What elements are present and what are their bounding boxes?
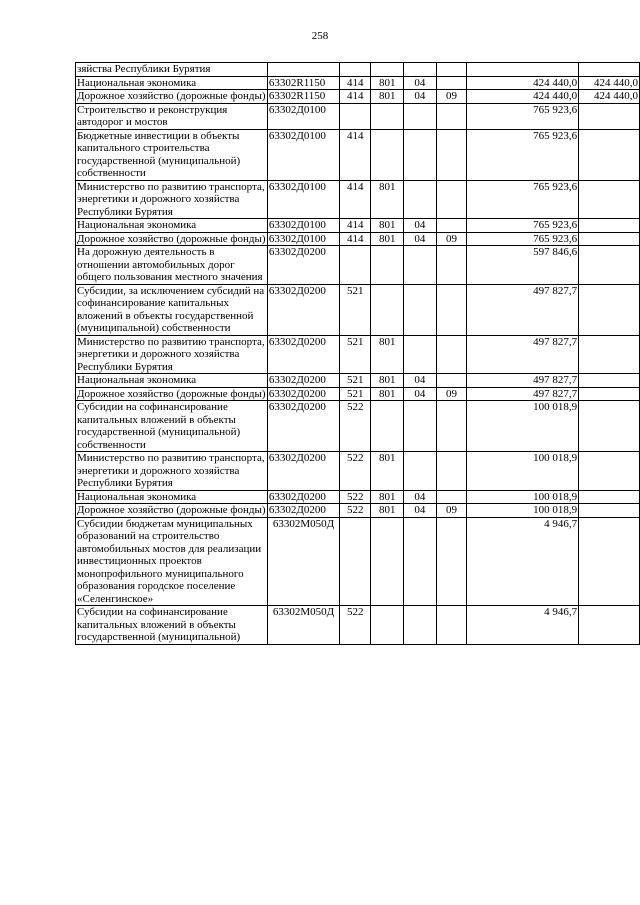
row-section-cell: 04 [404, 374, 437, 388]
row-subsection-cell [436, 335, 467, 374]
row-code-cell: 63302Д0200 [267, 490, 339, 504]
row-expense-type-cell: 414 [340, 219, 371, 233]
row-section-cell [404, 452, 437, 491]
row-code-cell: 63302Д0100 [267, 232, 339, 246]
row-amount-federal-cell [579, 219, 640, 233]
row-expense-type-cell: 521 [340, 284, 371, 335]
table-row [76, 504, 640, 518]
row-section-cell [404, 103, 437, 129]
row-expense-type-cell: 414 [340, 180, 371, 219]
row-expense-type-cell [340, 63, 371, 77]
row-code-cell [267, 63, 339, 77]
row-code-cell: 63302Д0100 [267, 129, 339, 180]
row-subsection-cell: 09 [436, 232, 467, 246]
row-subsection-cell [436, 284, 467, 335]
row-name-cell: Национальная экономика [76, 219, 268, 233]
row-name-cell: На дорожную деятельность в отношении автомобильных дорог общего пользования местного значения [76, 246, 268, 285]
row-subsection-cell [436, 76, 467, 90]
row-amount-cell: 100 018,9 [467, 490, 579, 504]
row-name-cell: Дорожное хозяйство (дорожные фонды) [77, 90, 266, 102]
row-name-cell: зяйства Республики Бурятия [76, 63, 268, 77]
table-row [76, 401, 640, 452]
row-name-cell: Дорожное хозяйство (дорожные фонды) [77, 504, 266, 516]
row-department-cell [371, 401, 404, 452]
table-row [76, 284, 640, 335]
table-row [76, 219, 640, 233]
table-row [76, 103, 640, 129]
row-amount-cell [467, 63, 579, 77]
row-department-cell [371, 63, 404, 77]
row-code-cell: 63302Д0200 [267, 504, 339, 518]
row-name-cell: Строительство и реконструкция автодорог и мостов [76, 103, 268, 129]
row-section-cell [404, 284, 437, 335]
table-row [76, 63, 640, 77]
row-section-cell: 04 [404, 219, 437, 233]
row-subsection-cell: 09 [436, 504, 467, 518]
page-number: 258 [311, 30, 329, 42]
row-amount-federal-cell [579, 606, 640, 645]
table-row [76, 452, 640, 491]
row-department-cell: 801 [371, 335, 404, 374]
row-amount-cell: 424 440,0 [467, 90, 579, 104]
row-code-cell: 63302Д0200 [267, 246, 339, 285]
row-name-cell: Субсидии на софинансирование капитальных вложений в объекты государственной (муниципальной) собственности [76, 401, 268, 452]
table-row [76, 246, 640, 285]
row-department-cell [371, 284, 404, 335]
row-department-cell [371, 517, 404, 606]
row-amount-federal-cell [579, 335, 640, 374]
row-department-cell: 801 [371, 180, 404, 219]
row-subsection-cell: 09 [436, 387, 467, 401]
row-subsection-cell [436, 129, 467, 180]
row-expense-type-cell [340, 103, 371, 129]
row-amount-federal-cell [579, 517, 640, 606]
row-amount-cell: 497 827,7 [467, 374, 579, 388]
row-subsection-cell [436, 452, 467, 491]
row-expense-type-cell: 522 [340, 504, 371, 518]
row-amount-cell: 497 827,7 [467, 284, 579, 335]
row-name-cell: Бюджетные инвестиции в объекты капитального строительства государственной (муниципальной) собственности [76, 129, 268, 180]
row-department-cell [371, 246, 404, 285]
row-amount-federal-cell [579, 180, 640, 219]
row-subsection-cell [436, 401, 467, 452]
row-amount-federal-cell [579, 374, 640, 388]
row-subsection-cell [436, 219, 467, 233]
row-section-cell [404, 606, 437, 645]
row-code-cell: 63302Д0200 [267, 401, 339, 452]
row-amount-federal-cell [579, 452, 640, 491]
row-code-cell: 63302Д0100 [267, 219, 339, 233]
row-subsection-cell [436, 517, 467, 606]
row-department-cell [371, 129, 404, 180]
table-row [76, 606, 640, 645]
table-row [76, 517, 640, 606]
row-code-cell: 63302М050Д [267, 606, 339, 645]
row-subsection-cell [436, 180, 467, 219]
table-row [76, 90, 640, 104]
row-name-cell: Субсидии бюджетам муниципальных образований на строительство автомобильных мостов для реализации инвестиционных проектов монопрофильного муниципального образования городское поселение «Селенгинское» [76, 517, 268, 606]
row-amount-cell: 497 827,7 [467, 335, 579, 374]
row-amount-cell: 100 018,9 [467, 452, 579, 491]
row-amount-federal-cell [579, 490, 640, 504]
row-amount-cell: 765 923,6 [467, 180, 579, 219]
row-expense-type-cell: 522 [340, 452, 371, 491]
row-name-cell: Дорожное хозяйство (дорожные фонды) [77, 387, 266, 400]
row-expense-type-cell: 414 [340, 90, 371, 104]
row-expense-type-cell [340, 246, 371, 285]
row-amount-federal-cell [579, 401, 640, 452]
row-amount-cell: 765 923,6 [467, 129, 579, 180]
row-amount-federal-cell [579, 103, 640, 129]
row-expense-type-cell: 521 [340, 374, 371, 388]
row-expense-type-cell: 414 [340, 232, 371, 246]
budget-table [75, 62, 640, 645]
row-amount-cell: 4 946,7 [467, 606, 579, 645]
row-code-cell: 63302Д0200 [267, 374, 339, 388]
row-name-cell: Министерство по развитию транспорта, энергетики и дорожного хозяйства Республики Бурятия [76, 180, 268, 219]
row-section-cell: 04 [404, 232, 437, 246]
row-name-cell: Субсидии на софинансирование капитальных вложений в объекты государственной (муниципальной) [76, 606, 268, 645]
row-section-cell [404, 180, 437, 219]
row-expense-type-cell: 414 [340, 129, 371, 180]
row-amount-federal-cell: 424 440,0 [579, 90, 640, 104]
row-amount-cell: 765 923,6 [467, 103, 579, 129]
row-expense-type-cell: 414 [340, 76, 371, 90]
row-department-cell: 801 [371, 76, 404, 90]
row-expense-type-cell: 522 [340, 401, 371, 452]
row-code-cell: 63302R1150 [267, 76, 339, 90]
row-code-cell: 63302Д0200 [267, 335, 339, 374]
row-department-cell: 801 [371, 90, 404, 104]
row-subsection-cell [436, 103, 467, 129]
row-amount-federal-cell [579, 504, 640, 518]
row-section-cell: 04 [404, 490, 437, 504]
row-code-cell: 63302М050Д [267, 517, 339, 606]
table-row [76, 490, 640, 504]
row-code-cell: 63302Д0200 [267, 387, 339, 401]
row-department-cell: 801 [371, 374, 404, 388]
row-subsection-cell [436, 374, 467, 388]
table-row [76, 387, 640, 401]
row-section-cell: 04 [404, 76, 437, 90]
row-expense-type-cell: 521 [340, 387, 371, 401]
row-department-cell [371, 103, 404, 129]
row-amount-cell: 100 018,9 [467, 504, 579, 518]
row-amount-cell: 424 440,0 [467, 76, 579, 90]
table-row [76, 180, 640, 219]
row-name-cell: Национальная экономика [76, 490, 268, 504]
row-amount-cell: 765 923,6 [467, 219, 579, 233]
table-row [76, 232, 640, 246]
row-amount-cell: 597 846,6 [467, 246, 579, 285]
row-section-cell [404, 517, 437, 606]
row-amount-federal-cell [579, 284, 640, 335]
row-section-cell: 04 [404, 504, 437, 518]
row-code-cell: 63302R1150 [267, 90, 339, 104]
table-row [76, 374, 640, 388]
row-department-cell: 801 [371, 232, 404, 246]
table-row [76, 335, 640, 374]
row-code-cell: 63302Д0200 [267, 452, 339, 491]
row-amount-federal-cell [579, 246, 640, 285]
row-section-cell: 04 [404, 90, 437, 104]
row-amount-federal-cell [579, 129, 640, 180]
row-name-cell: Министерство по развитию транспорта, энергетики и дорожного хозяйства Республики Бурятия [76, 335, 268, 374]
row-subsection-cell: 09 [436, 90, 467, 104]
row-section-cell [404, 129, 437, 180]
row-name-cell: Субсидии, за исключением субсидий на софинансирование капитальных вложений в объекты государственной (муниципальной) собственности [76, 284, 268, 335]
row-amount-federal-cell [579, 387, 640, 401]
row-expense-type-cell: 522 [340, 606, 371, 645]
row-section-cell [404, 246, 437, 285]
row-section-cell [404, 63, 437, 77]
row-amount-federal-cell: 424 440,0 [579, 76, 640, 90]
row-section-cell [404, 335, 437, 374]
row-code-cell: 63302Д0100 [267, 103, 339, 129]
row-amount-federal-cell [579, 232, 640, 246]
row-expense-type-cell: 521 [340, 335, 371, 374]
row-amount-cell: 100 018,9 [467, 401, 579, 452]
row-department-cell: 801 [371, 490, 404, 504]
row-amount-cell: 4 946,7 [467, 517, 579, 606]
row-expense-type-cell [340, 517, 371, 606]
row-expense-type-cell: 522 [340, 490, 371, 504]
row-section-cell [404, 401, 437, 452]
row-subsection-cell [436, 63, 467, 77]
row-department-cell: 801 [371, 219, 404, 233]
row-section-cell: 04 [404, 387, 437, 401]
row-amount-federal-cell [579, 63, 640, 77]
row-subsection-cell [436, 246, 467, 285]
row-code-cell: 63302Д0200 [267, 284, 339, 335]
row-subsection-cell [436, 606, 467, 645]
row-amount-cell: 497 827,7 [467, 387, 579, 401]
row-subsection-cell [436, 490, 467, 504]
row-department-cell [371, 606, 404, 645]
row-department-cell: 801 [371, 387, 404, 401]
row-name-cell: Министерство по развитию транспорта, энергетики и дорожного хозяйства Республики Бурятия [76, 452, 268, 491]
row-amount-cell: 765 923,6 [467, 232, 579, 246]
row-name-cell: Дорожное хозяйство (дорожные фонды) [77, 232, 266, 245]
table-row [76, 76, 640, 90]
row-name-cell: Национальная экономика [76, 374, 268, 388]
row-department-cell: 801 [371, 504, 404, 518]
row-department-cell: 801 [371, 452, 404, 491]
row-name-cell: Национальная экономика [76, 76, 268, 90]
row-code-cell: 63302Д0100 [267, 180, 339, 219]
table-row [76, 129, 640, 180]
